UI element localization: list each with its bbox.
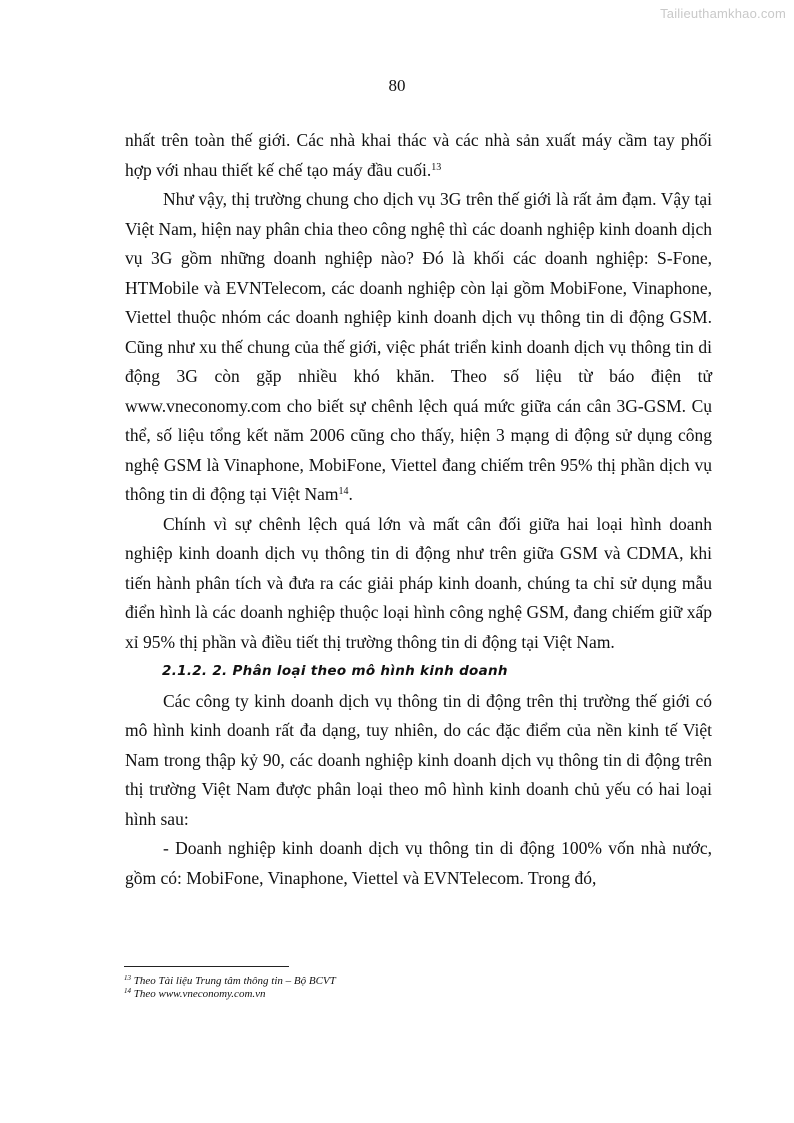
paragraph-1-text: nhất trên toàn thế giới. Các nhà khai thác và các nhà sản xuất máy cầm tay phối hợp với nhau thiết kế chế tạo máy đầu cuối. — [125, 130, 712, 180]
footnote-14 — [124, 988, 336, 1001]
footnote-divider — [124, 966, 289, 967]
body-text — [125, 126, 712, 893]
footnote-text: Theo www.vneconomy.com.vn — [133, 988, 266, 1000]
footnote-text: Theo Tài liệu Trung tâm thông tin – Bộ BCVT — [133, 975, 336, 987]
footnote-number: 14 — [124, 987, 131, 995]
watermark: Tailieuthamkhao.com — [660, 6, 786, 21]
page-number: 80 — [388, 76, 406, 95]
paragraph-2-end: . — [348, 484, 353, 504]
paragraph-3: Chính vì sự chênh lệch quá lớn và mất cân đối giữa hai loại hình doanh nghiệp kinh doanh dịch vụ thông tin di động như trên giữa GSM và CDMA, khi tiến hành phân tích và đưa ra các giải pháp kinh doanh, chúng ta chỉ sử dụng mẫu điển hình là các doanh nghiệp thuộc loại hình công nghệ GSM, đang chiếm giữ xấp xỉ 95% thị phần và điều tiết thị trường thông tin di động tại Việt Nam. — [125, 513, 712, 652]
section-heading: 2.1.2. 2. Phân loại theo mô hình kinh doanh — [162, 663, 508, 679]
paragraph-1 — [125, 126, 712, 185]
footnotes — [124, 975, 336, 1001]
paragraph-4: Các công ty kinh doanh dịch vụ thông tin di động trên thị trường thế giới có mô hình kinh doanh rất đa dạng, tuy nhiên, do các đặc điểm của nền kinh tế Việt Nam trong thập kỷ 90, các doanh nghiệp kinh doanh dịch vụ thông tin di động trên thị trường Việt Nam được phân loại theo mô hình kinh doanh chủ yếu có hai loại hình sau: — [125, 690, 712, 829]
paragraph-2-text: Như vậy, thị trường chung cho dịch vụ 3G trên thế giới là rất ảm đạm. Vậy tại Việt Nam, hiện nay phân chia theo công nghệ thì các doanh nghiệp kinh doanh dịch vụ 3G gồm những doanh nghiệp nào? Đó là khối các doanh nghiệp: S-Fone, HTMobile và EVNTelecom, các doanh nghiệp còn lại gồm MobiFone, Vinaphone, Viettel thuộc nhóm các doanh nghiệp kinh doanh dịch vụ thông tin di động GSM. Cũng như xu thế chung của thế giới, việc phát triển kinh doanh dịch vụ thông tin di động 3G còn gặp nhiều khó khăn. Theo số liệu từ báo điện tử www.vneconomy.com cho biết sự chênh lệch quá mức giữa cán cân 3G-GSM. Cụ thể, số liệu tổng kết năm 2006 cũng cho thấy, hiện 3 mạng di động sử dụng công nghệ GSM là Vinaphone, MobiFone, Viettel đang chiếm trên 95% thị phần dịch vụ thông tin di động tại Việt Nam — [125, 189, 712, 504]
paragraph-5: - Doanh nghiệp kinh doanh dịch vụ thông tin di động 100% vốn nhà nước, gồm có: MobiFone, Vinaphone, Viettel và EVNTelecom. Trong đó, — [125, 838, 712, 888]
paragraph-2 — [125, 185, 712, 510]
footnote-ref-14[interactable]: 14 — [338, 486, 349, 497]
footnote-ref-13[interactable]: 13 — [431, 161, 442, 173]
footnote-number: 13 — [124, 974, 131, 982]
footnote-13 — [124, 975, 336, 988]
